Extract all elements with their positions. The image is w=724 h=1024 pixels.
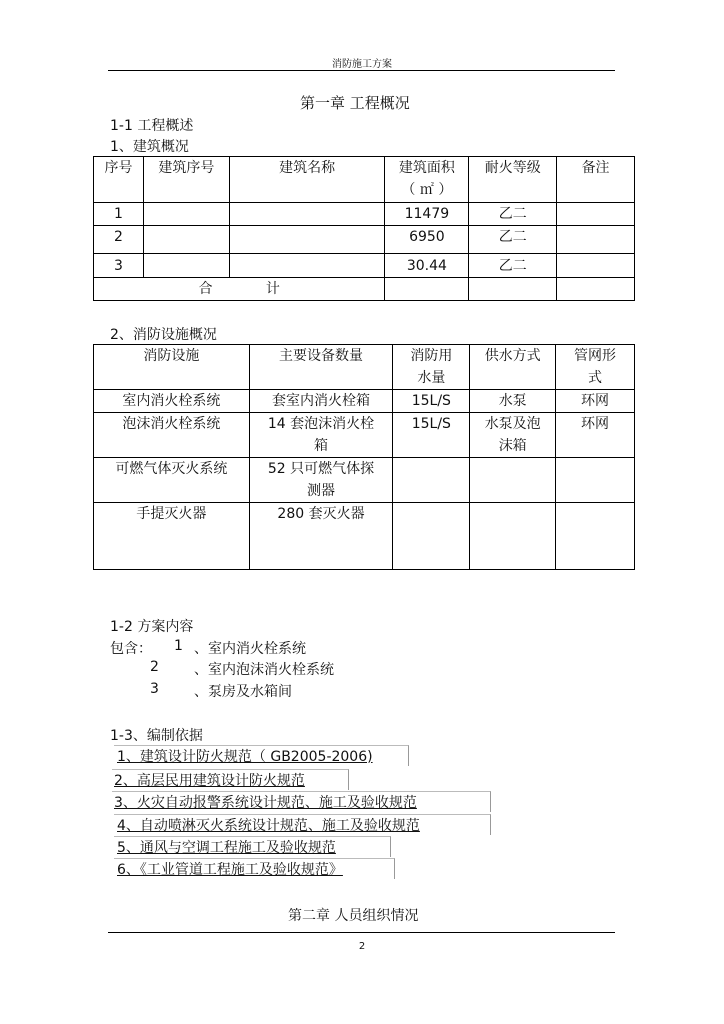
th-water-volume: 消防用 水量: [393, 345, 470, 390]
facility-table: [93, 344, 635, 570]
cell: 52 只可燃气体探 测器: [249, 458, 393, 503]
cell: [557, 278, 635, 301]
cell: 11479: [385, 203, 469, 226]
cell: [556, 458, 635, 503]
cell: 280 套灭火器: [249, 503, 393, 570]
th-index: 序号: [94, 157, 144, 203]
cell: [143, 226, 229, 254]
contents-item-3-num: 3: [150, 681, 159, 697]
total-label: 合 计: [94, 278, 385, 301]
chapter-1-title: 第一章 工程概况: [300, 94, 410, 112]
cell: 水泵及泡 沫箱: [470, 413, 556, 458]
header-rule: [108, 70, 615, 71]
table-row: [94, 254, 635, 278]
cell: [557, 203, 635, 226]
contents-item-2-text: 、室内泡沫消火栓系统: [194, 662, 334, 678]
chapter-2-title: 第二章 人员组织情况: [288, 908, 419, 924]
cell: 乙二: [469, 226, 557, 254]
cell: 手提灭火器: [94, 503, 250, 570]
reference-6: 6、《工业管道工程施工及验收规范》: [117, 862, 343, 878]
th-supply-mode: 供水方式: [470, 345, 556, 390]
th-area-unit: （ ㎡ ）: [401, 182, 453, 198]
cell: 套室内消火栓箱: [249, 390, 393, 413]
reference-1: 1、建筑设计防火规范（ GB2005-2006): [117, 749, 373, 765]
cell: 15L/S: [393, 390, 470, 413]
th-area-label: 建筑面积: [398, 160, 455, 176]
table-row: [94, 203, 635, 226]
cell: [469, 278, 557, 301]
cell: 2: [94, 226, 144, 254]
cell: 室内消火栓系统: [94, 390, 250, 413]
cell: [229, 203, 385, 226]
total-row: [94, 278, 635, 301]
table-row: [94, 390, 635, 413]
cell: [385, 278, 469, 301]
section-1-1-title: 1-1 工程概述: [110, 118, 194, 134]
cell: 1: [94, 203, 144, 226]
cell: 可燃气体灭火系统: [94, 458, 250, 503]
building-table: [93, 156, 635, 301]
cell: 乙二: [469, 203, 557, 226]
contents-item-3-text: 、泵房及水箱间: [194, 684, 292, 700]
reference-4: 4、自动喷淋灭火系统设计规范、施工及验收规范: [117, 818, 420, 834]
th-building-no: 建筑序号: [143, 157, 229, 203]
cell: 14 套泡沫消火栓 箱: [249, 413, 393, 458]
cell: 水泵: [470, 390, 556, 413]
cell: [393, 503, 470, 570]
cell: 环网: [556, 390, 635, 413]
cell: [557, 254, 635, 278]
th-fire-rating: 耐火等级: [469, 157, 557, 203]
cell: [557, 226, 635, 254]
th-remarks: 备注: [557, 157, 635, 203]
cell: [393, 458, 470, 503]
reference-5: 5、通风与空调工程施工及验收规范: [117, 840, 336, 856]
page-header: 消防施工方案: [332, 59, 392, 70]
contents-item-2-num: 2: [150, 659, 159, 675]
reference-3: 3、火灾自动报警系统设计规范、施工及验收规范: [114, 795, 417, 811]
cell: 环网: [556, 413, 635, 458]
cell: 15L/S: [393, 413, 470, 458]
cell: 乙二: [469, 254, 557, 278]
contents-item-1-text: 、室内消火栓系统: [194, 641, 306, 657]
footer-rule: [108, 932, 615, 933]
cell: [143, 254, 229, 278]
section-1-3-title: 1-3、编制依据: [110, 728, 203, 744]
building-table-header: [94, 157, 635, 203]
th-network-type: 管网形 式: [556, 345, 635, 390]
cell: 泡沫消火栓系统: [94, 413, 250, 458]
facility-overview-heading: 2、消防设施概况: [110, 327, 217, 343]
th-area: [385, 157, 469, 203]
th-building-name: 建筑名称: [229, 157, 385, 203]
th-facility: 消防设施: [94, 345, 250, 390]
section-1-2-title: 1-2 方案内容: [110, 619, 194, 635]
cell: [470, 458, 556, 503]
building-overview-heading: 1、建筑概况: [110, 139, 189, 155]
table-row: [94, 503, 635, 570]
facility-table-header: [94, 345, 635, 390]
contents-item-1-num: 1: [174, 638, 183, 654]
cell: [143, 203, 229, 226]
cell: [470, 503, 556, 570]
contents-prefix: 包含：: [110, 641, 152, 657]
cell: [556, 503, 635, 570]
page-number: 2: [358, 941, 366, 952]
table-row: [94, 413, 635, 458]
cell: [229, 254, 385, 278]
cell: 6950: [385, 226, 469, 254]
table-row: [94, 226, 635, 254]
cell: 30.44: [385, 254, 469, 278]
reference-2: 2、高层民用建筑设计防火规范: [114, 773, 305, 789]
table-row: [94, 458, 635, 503]
th-equipment: 主要设备数量: [249, 345, 393, 390]
cell: 3: [94, 254, 144, 278]
cell: [229, 226, 385, 254]
